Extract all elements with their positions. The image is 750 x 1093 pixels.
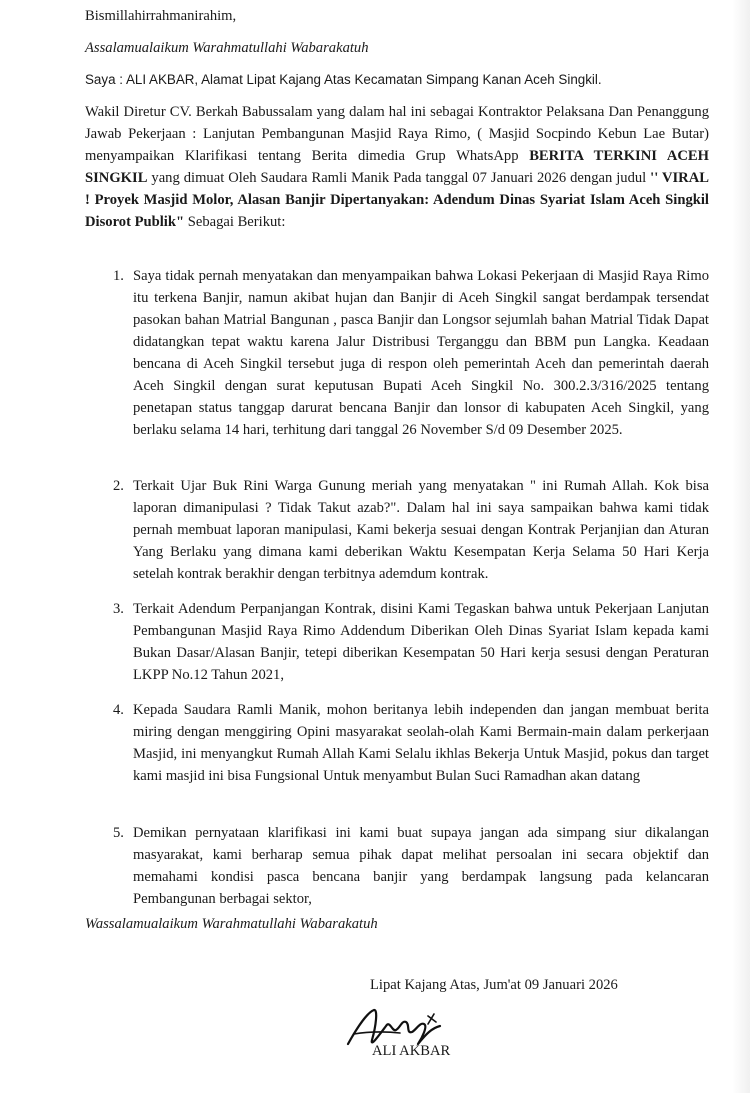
opening-line: Bismillahirrahmanirahim, [85, 8, 237, 24]
place-date: Lipat Kajang Atas, Jum'at 09 Januari 2026 [370, 977, 618, 993]
item-number: 4. [113, 702, 124, 718]
page-edge-shadow [732, 0, 750, 1093]
list-item: Kepada Saudara Ramli Manik, mohon beritanya lebih independen dan jangan membuat berita miring dengan menggiring Opini masyarakat seolah-olah Kami Bermain-main dalam perkerjaan Masjid, ini menyangkut Rumah Allah Kami Selalu ikhlas Bekerja Untuk Masjid, pokus dan target kami masjid ini bisa Fungsional Untuk menyambut Bulan Suci Ramadhan akan datang [133, 702, 709, 784]
salam-greeting: Assalamualaikum Warahmatullahi Wabarakatuh [85, 40, 369, 56]
list-item: Demikan pernyataan klarifikasi ini kami buat supaya jangan ada simpang siur dikalangan masyarakat, kami berharap semua pihak dapat melihat persoalan ini secara objektif dan memahami kondisi pasca bencana banjir yang berdampak langsung pada kelancaran Pembangunan berbagai sektor, [133, 825, 709, 907]
closing-salam: Wassalamualaikum Warahmatullahi Wabarakatuh [85, 916, 378, 932]
intro-part3: Sebagai Berikut: [184, 214, 286, 230]
intro-part1: Wakil Diretur CV. Berkah Babussalam yang dalam hal ini sebagai Kontraktor Pelaksana Dan Penanggung Jawab Pekerjaan : Lanjutan Pembangunan Masjid Raya Rimo, ( Masjid Socpindo Kebun Lae Butar) menyampaikan Klarifikasi tentang Berita dimedia Grup WhatsApp [85, 104, 709, 164]
intro-paragraph [85, 101, 709, 233]
signatory-name: ALI AKBAR [372, 1043, 451, 1059]
list-item: Terkait Ujar Buk Rini Warga Gunung meriah yang menyatakan " ini Rumah Allah. Kok bisa laporan dimanipulasi ? Tidak Takut azab?". Dalam hal ini saya sampaikan bahwa kami tidak pernah membuat laporan manipulasi, Kami bekerja sesuai dengan Kontrak Perjanjian dan Aturan Yang Berlaku yang dimana kami deberikan Waktu Kesempatan Kerja Selama 50 Hari Kerja setelah kontrak berakhir dengan terbitnya ademdum kontrak. [133, 478, 709, 582]
item-number: 1. [113, 268, 124, 284]
item-number: 5. [113, 825, 124, 841]
news-headline: '' VIRAL ! Proyek Masjid Molor, Alasan Banjir Dipertanyakan: Adendum Dinas Syariat Islam Aceh Singkil Disorot Publik" [85, 170, 709, 230]
media-name: BERITA TERKINI ACEH SINGKIL [85, 148, 709, 186]
item-number: 3. [113, 601, 124, 617]
item-number: 2. [113, 478, 124, 494]
intro-part2: yang dimuat Oleh Saudara Ramli Manik Pada tanggal 07 Januari 2026 dengan judul [147, 170, 651, 186]
identity-line: Saya : ALI AKBAR, Alamat Lipat Kajang Atas Kecamatan Simpang Kanan Aceh Singkil. [85, 72, 602, 87]
list-item: Saya tidak pernah menyatakan dan menyampaikan bahwa Lokasi Pekerjaan di Masjid Raya Rimo itu terkena Banjir, namun akibat hujan dan Banjir di Aceh Singkil sangat berdampak tersendat pasokan bahan Matrial Bangunan , pasca Banjir dan Longsor sejumlah bahan Matrial Tidak Dapat didatangkan tepat waktu karena Jalur Distribusi Terganggu dan BBM pun Langka. Keadaan bencana di Aceh Singkil tersebut juga di respon oleh pemerintah Aceh dan pemerintah daerah Aceh Singkil dengan surat keputusan Bupati Aceh Singkil No. 300.2.3/316/2025 tentang penetapan status tanggap darurat bencana Banjir dan lonsor di kabupaten Aceh Singkil, yang berlaku selama 14 hari, terhitung dari tanggal 26 November S/d 09 Desember 2025. [133, 268, 709, 438]
list-item: Terkait Adendum Perpanjangan Kontrak, disini Kami Tegaskan bahwa untuk Pekerjaan Lanjutan Pembangunan Masjid Raya Rimo Addendum Diberikan Oleh Dinas Syariat Islam kepada kami Bukan Dasar/Alasan Banjir, tetepi diberikan Kesempatan 50 Hari kerja sesusi dengan Peraturan LKPP No.12 Tahun 2021, [133, 601, 709, 683]
